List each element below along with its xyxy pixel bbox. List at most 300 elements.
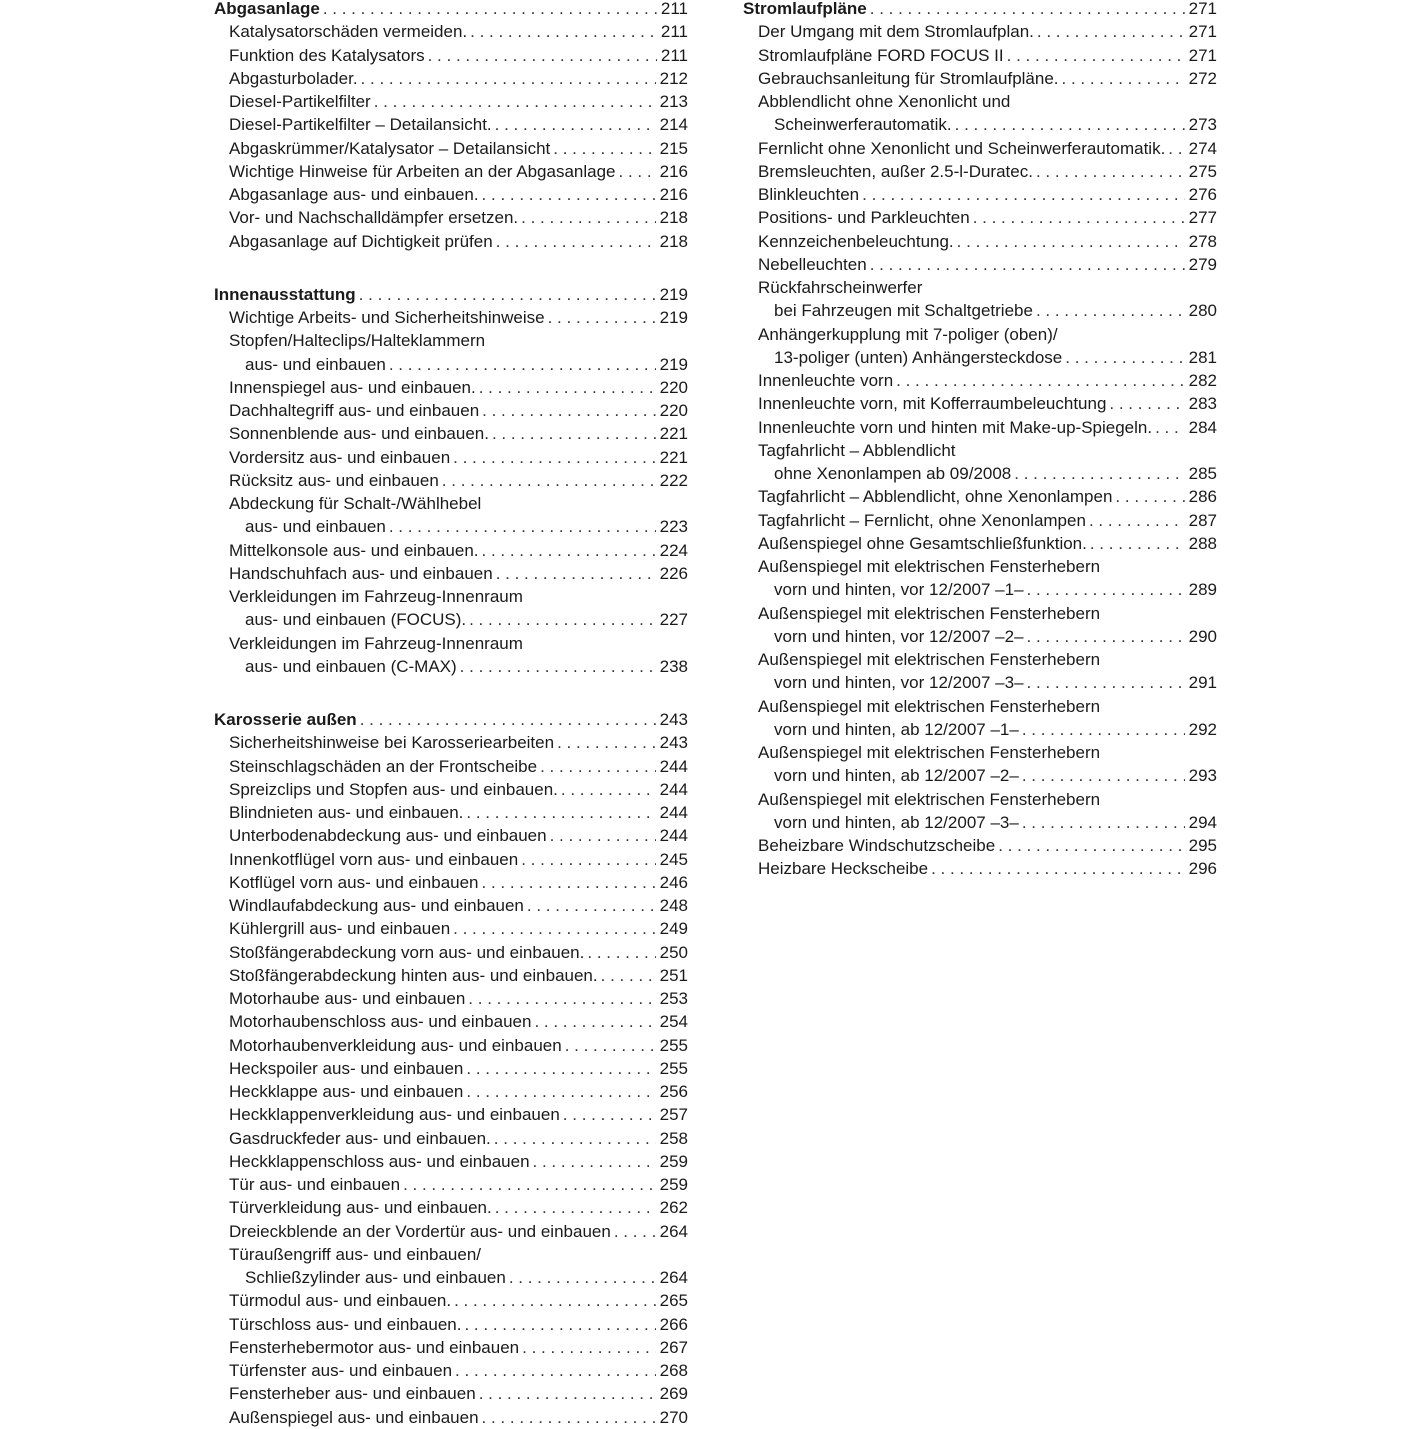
toc-entry-text: Stopfen/Halteclips/Halteklammern (229, 331, 486, 351)
toc-entry (214, 1080, 688, 1103)
toc-entry-page-number: 265 (659, 1291, 688, 1311)
toc-entry-text: Rücksitz aus- und einbauen (229, 470, 439, 490)
leader-dots (509, 1266, 656, 1289)
toc-entry-text: Außenspiegel mit elektrischen Fensterhebern (758, 696, 1101, 716)
leader-dots (359, 283, 656, 306)
toc-entry-page-number: 255 (659, 1058, 688, 1078)
leader-dots (482, 183, 656, 206)
section-heading (214, 283, 688, 306)
toc-entry-text: Außenspiegel mit elektrischen Fensterhebern (758, 603, 1101, 623)
leader-dots (540, 755, 656, 778)
toc-entry-text: Heckklappenschloss aus- und einbauen (229, 1151, 530, 1171)
toc-entry-continuation-text: ohne Xenonlampen ab 09/2008 (774, 464, 1012, 483)
toc-entry-page-number: 248 (659, 896, 688, 915)
toc-entry-text: Gebrauchsanleitung für Stromlaufpläne. (758, 68, 1059, 88)
toc-entry-continuation (214, 1266, 688, 1289)
toc-entry-page-number: 211 (660, 22, 688, 42)
toc-entry-page-number: 278 (1188, 231, 1217, 251)
toc-entry-text: Sonnenblende aus- und einbauen. (229, 424, 489, 444)
leader-dots (522, 1336, 655, 1359)
toc-entry-text: Der Umgang mit dem Stromlaufplan. (758, 22, 1034, 42)
toc-entry (743, 555, 1217, 578)
toc-entry-page-number: 296 (1188, 859, 1217, 879)
leader-dots (1027, 671, 1185, 694)
toc-entry-text: Kühlergrill aus- und einbauen (229, 919, 451, 939)
section-heading-text: Innenausstattung (214, 284, 356, 304)
toc-entry-text: Türaußengriff aus- und einbauen/ (229, 1244, 482, 1264)
toc-entry (214, 801, 688, 824)
toc-entry-page-number: 287 (1188, 510, 1217, 530)
leader-dots (469, 608, 656, 631)
toc-entry-text: Vor- und Nachschalldämpfer ersetzen. (229, 208, 519, 228)
leader-dots (548, 306, 656, 329)
toc-entry-text: Außenspiegel ohne Gesamtschließfunktion. (758, 533, 1087, 553)
toc-entry (214, 1173, 688, 1196)
toc-entry-text: Heizbare Heckscheibe (758, 859, 929, 879)
toc-entry-text: Außenspiegel aus- und einbauen (229, 1407, 479, 1427)
toc-entry (214, 987, 688, 1010)
toc-section (214, 708, 688, 1429)
toc-entry-continuation (743, 671, 1217, 694)
toc-entry-page-number: 243 (659, 733, 688, 753)
toc-entry-continuation (743, 718, 1217, 741)
toc-entry (214, 306, 688, 329)
toc-entry-continuation-page-number: 280 (1188, 301, 1217, 321)
toc-entry-continuation-page-number: 289 (1188, 580, 1217, 600)
leader-dots (1027, 578, 1185, 601)
leader-dots (479, 376, 656, 399)
section-heading-page-number: 243 (659, 710, 688, 729)
section-heading (743, 0, 1217, 20)
toc-entry-continuation-page-number: 292 (1188, 719, 1217, 739)
leader-dots (533, 1150, 656, 1173)
toc-entry-text: Abdeckung für Schalt-/Wählhebel (229, 494, 482, 513)
toc-entry-text: Fernlicht ohne Xenonlicht und Scheinwerferautomatik. (758, 138, 1166, 158)
toc-entry (214, 1196, 688, 1219)
section-heading-text: Karosserie außen (214, 710, 357, 729)
toc-entry (214, 230, 688, 253)
toc-entry-text: Türmodul aus- und einbauen. (229, 1291, 452, 1311)
leader-dots (470, 20, 657, 43)
toc-entry (214, 848, 688, 871)
toc-left-column (214, 0, 688, 1429)
toc-entry (214, 90, 688, 113)
toc-entry (214, 446, 688, 469)
toc-entry-page-number: 295 (1188, 836, 1217, 855)
toc-entry-continuation (743, 811, 1217, 834)
leader-dots (619, 160, 656, 183)
toc-entry (214, 20, 688, 43)
toc-entry-text: Türfenster aus- und einbauen (229, 1361, 453, 1380)
leader-dots (494, 1127, 656, 1150)
toc-entry-continuation-text: vorn und hinten, vor 12/2007 –3– (774, 673, 1024, 693)
toc-entry (743, 253, 1217, 276)
leader-dots (496, 562, 656, 585)
toc-entry-page-number: 211 (660, 45, 688, 65)
leader-dots (482, 399, 655, 422)
leader-dots (1022, 764, 1185, 787)
leader-dots (464, 1313, 655, 1336)
toc-entry-continuation (743, 299, 1217, 322)
toc-section (743, 0, 1217, 881)
toc-entry-page-number: 220 (659, 401, 688, 420)
toc-entry (214, 183, 688, 206)
toc-entry (743, 160, 1217, 183)
leader-dots (565, 1034, 656, 1057)
leader-dots (1022, 811, 1185, 834)
leader-dots (453, 917, 655, 940)
leader-dots (550, 824, 656, 847)
leader-dots (601, 964, 656, 987)
toc-entry-text: Wichtige Arbeits- und Sicherheitshinweise (229, 308, 545, 327)
leader-dots (1007, 44, 1185, 67)
toc-entry (214, 1220, 688, 1243)
toc-entry-page-number: 286 (1188, 487, 1217, 507)
leader-dots (521, 848, 655, 871)
toc-entry-page-number: 257 (659, 1105, 688, 1125)
toc-entry-page-number: 221 (659, 447, 688, 467)
toc-entry-page-number: 258 (659, 1128, 688, 1148)
leader-dots (931, 857, 1185, 880)
toc-entry (214, 941, 688, 964)
toc-entry-page-number: 249 (659, 919, 688, 939)
leader-dots (495, 113, 656, 136)
toc-entry-text: Stoßfängerabdeckung vorn aus- und einbauen. (229, 942, 585, 962)
toc-entry-continuation-text: vorn und hinten, ab 12/2007 –1– (774, 719, 1019, 739)
toc-entry (743, 509, 1217, 532)
toc-entry (214, 44, 688, 67)
toc-entry-page-number: 279 (1188, 254, 1217, 274)
toc-entry (743, 788, 1217, 811)
toc-entry-page-number: 244 (659, 779, 688, 799)
toc-entry-continuation (743, 346, 1217, 369)
toc-entry-text: Rückfahrscheinwerfer (758, 278, 923, 297)
toc-entry (743, 439, 1217, 462)
toc-entry-text: Tagfahrlicht – Abblendlicht, ohne Xenonlampen (758, 487, 1113, 507)
toc-entry-page-number: 269 (659, 1384, 688, 1404)
leader-dots (973, 206, 1185, 229)
toc-entry-page-number: 259 (659, 1151, 688, 1171)
toc-entry (214, 964, 688, 987)
leader-dots (482, 871, 656, 894)
toc-entry (743, 369, 1217, 392)
toc-entry-text: Außenspiegel mit elektrischen Fensterhebern (758, 557, 1101, 576)
toc-entry (743, 416, 1217, 439)
section-heading-page-number: 219 (659, 284, 688, 304)
toc-entry-text: Innenkotflügel vorn aus- und einbauen (229, 849, 519, 869)
leader-dots (453, 446, 655, 469)
toc-entry-continuation-text: vorn und hinten, vor 12/2007 –2– (774, 626, 1024, 646)
toc-entry-text: Mittelkonsole aus- und einbauen. (229, 540, 479, 560)
toc-entry-page-number: 216 (659, 185, 688, 204)
toc-entry-text: Dachhaltegriff aus- und einbauen (229, 401, 480, 420)
leader-dots (998, 834, 1184, 857)
toc-entry-page-number: 271 (1188, 45, 1217, 65)
leader-dots (495, 1196, 656, 1219)
toc-entry-text: Heckspoiler aus- und einbauen (229, 1058, 464, 1078)
leader-dots (534, 1010, 655, 1033)
toc-entry-page-number: 216 (659, 161, 688, 181)
toc-entry-continuation-page-number: 293 (1188, 766, 1217, 786)
toc-entry-continuation-text: aus- und einbauen (C-MAX) (245, 656, 457, 676)
toc-entry (743, 276, 1217, 299)
toc-entry-text: Beheizbare Windschutzscheibe (758, 836, 996, 855)
leader-dots (957, 230, 1185, 253)
toc-entry-page-number: 251 (659, 965, 688, 985)
toc-entry (743, 206, 1217, 229)
toc-entry-page-number: 262 (659, 1198, 688, 1218)
toc-entry-page-number: 218 (659, 231, 688, 251)
toc-entry-text: Abgasturbolader. (229, 68, 358, 88)
toc-entry (743, 323, 1217, 346)
toc-entry (743, 90, 1217, 113)
toc-entry-continuation-text: vorn und hinten, ab 12/2007 –2– (774, 766, 1019, 786)
toc-entry-text: Windlaufabdeckung aus- und einbauen (229, 896, 524, 915)
toc-entry-text: Abgaskrümmer/Katalysator – Detailansicht (229, 138, 551, 158)
toc-entry-continuation-page-number: 264 (659, 1268, 688, 1287)
toc-right-column (743, 0, 1217, 881)
section-heading (214, 708, 688, 731)
toc-entry-text: Vordersitz aus- und einbauen (229, 447, 451, 467)
toc-entry-continuation (743, 625, 1217, 648)
toc-entry-page-number: 256 (659, 1082, 688, 1101)
section-heading-page-number: 211 (660, 0, 688, 18)
toc-entry-text: Außenspiegel mit elektrischen Fensterhebern (758, 743, 1101, 762)
toc-entry-page-number: 288 (1188, 533, 1217, 553)
leader-dots (1027, 625, 1185, 648)
leader-dots (870, 253, 1185, 276)
leader-dots (1090, 532, 1185, 555)
leader-dots (460, 655, 656, 678)
toc-entry (743, 695, 1217, 718)
leader-dots (1022, 718, 1185, 741)
toc-entry-text: Innenleuchte vorn (758, 371, 894, 390)
toc-entry (214, 422, 688, 445)
toc-entry (214, 469, 688, 492)
toc-entry (214, 562, 688, 585)
leader-dots (563, 1103, 656, 1126)
toc-entry-page-number: 244 (659, 803, 688, 822)
toc-entry-continuation-page-number: 227 (659, 610, 688, 630)
toc-entry-page-number: 246 (659, 872, 688, 892)
leader-dots (1115, 485, 1184, 508)
toc-entry (214, 1382, 688, 1405)
toc-entry (743, 230, 1217, 253)
toc-entry-continuation (743, 764, 1217, 787)
toc-entry-continuation (743, 578, 1217, 601)
leader-dots (389, 515, 656, 538)
toc-entry-text: Heckklappe aus- und einbauen (229, 1082, 464, 1101)
leader-dots (496, 230, 656, 253)
toc-entry (743, 532, 1217, 555)
toc-entry-text: Motorhaube aus- und einbauen (229, 989, 466, 1008)
toc-entry-text: Steinschlagschäden an der Frontscheibe (229, 756, 538, 776)
toc-entry (743, 67, 1217, 90)
leader-dots (454, 1289, 656, 1312)
toc-entry-text: Innenleuchte vorn, mit Kofferraumbeleuchtung (758, 394, 1107, 414)
toc-entry-text: Türverkleidung aus- und einbauen. (229, 1198, 492, 1218)
toc-entry-page-number: 254 (659, 1012, 688, 1032)
toc-entry-continuation (214, 515, 688, 538)
toc-entry (743, 834, 1217, 857)
toc-entry-page-number: 245 (659, 849, 688, 869)
toc-entry (214, 1010, 688, 1033)
toc-entry-continuation-page-number: 273 (1188, 115, 1217, 135)
toc-entry-text: Tagfahrlicht – Fernlicht, ohne Xenonlampen (758, 510, 1086, 530)
leader-dots (1014, 462, 1184, 485)
toc-entry-text: Kotflügel vorn aus- und einbauen (229, 872, 479, 892)
toc-entry-text: Fensterheber aus- und einbauen (229, 1384, 476, 1404)
section-heading (214, 0, 688, 20)
toc-entry-text: Sicherheitshinweise bei Karosseriearbeiten (229, 733, 555, 753)
toc-entry-page-number: 272 (1188, 68, 1217, 88)
toc-entry-continuation-page-number: 285 (1188, 464, 1217, 483)
leader-dots (1062, 67, 1185, 90)
toc-entry-text: Innenleuchte vorn und hinten mit Make-up-Spiegeln. (758, 417, 1153, 437)
toc-entry-continuation (743, 113, 1217, 136)
toc-entry (214, 492, 688, 515)
leader-dots (428, 44, 657, 67)
toc-entry-page-number: 274 (1188, 138, 1217, 158)
leader-dots (492, 422, 656, 445)
toc-entry (214, 1127, 688, 1150)
toc-entry (214, 824, 688, 847)
toc-entry-continuation (743, 462, 1217, 485)
toc-entry-page-number: 226 (659, 563, 688, 583)
toc-entry (743, 183, 1217, 206)
toc-entry (214, 1359, 688, 1382)
leader-dots (468, 987, 655, 1010)
toc-entry (214, 1313, 688, 1336)
toc-entry (214, 1289, 688, 1312)
toc-entry (214, 1406, 688, 1429)
leader-dots (482, 539, 656, 562)
leader-dots (614, 1220, 656, 1243)
leader-dots (466, 1057, 655, 1080)
leader-dots (561, 778, 656, 801)
toc-entry-page-number: 212 (659, 68, 688, 88)
leader-dots (521, 206, 655, 229)
toc-entry-text: Motorhaubenschloss aus- und einbauen (229, 1012, 532, 1032)
leader-dots (389, 353, 656, 376)
toc-entry (214, 585, 688, 608)
toc-entry-text: Wichtige Hinweise für Arbeiten an der Abgasanlage (229, 161, 616, 181)
toc-entry (214, 1150, 688, 1173)
toc-entry (214, 329, 688, 352)
leader-dots (1155, 416, 1185, 439)
toc-entry (214, 1034, 688, 1057)
toc-entry-continuation-page-number: 291 (1188, 673, 1217, 693)
toc-entry (214, 755, 688, 778)
toc-entry-text: Blindnieten aus- und einbauen. (229, 803, 464, 822)
leader-dots (466, 1080, 655, 1103)
toc-entry-text: Funktion des Katalysators (229, 45, 425, 65)
leader-dots (360, 708, 656, 731)
toc-entry (743, 485, 1217, 508)
toc-entry-continuation-page-number: 223 (659, 517, 688, 537)
toc-entry-text: Tagfahrlicht – Abblendlicht (758, 440, 956, 460)
leader-dots (587, 941, 655, 964)
toc-entry-text: Heckklappenverkleidung aus- und einbauen (229, 1105, 560, 1125)
toc-entry (214, 160, 688, 183)
toc-entry-text: Außenspiegel mit elektrischen Fensterhebern (758, 789, 1101, 809)
leader-dots (1037, 20, 1185, 43)
toc-entry-text: Außenspiegel mit elektrischen Fensterhebern (758, 650, 1101, 669)
leader-dots (1036, 160, 1185, 183)
toc-entry-continuation-text: Schließzylinder aus- und einbauen (245, 1268, 506, 1287)
toc-entry-page-number: 275 (1188, 161, 1217, 181)
toc-entry-page-number: 283 (1188, 394, 1217, 414)
leader-dots (557, 731, 656, 754)
toc-entry (214, 1336, 688, 1359)
toc-entry-continuation-text: aus- und einbauen (245, 517, 386, 537)
toc-entry-text: Motorhaubenverkleidung aus- und einbauen (229, 1035, 562, 1055)
toc-entry-page-number: 255 (659, 1035, 688, 1055)
toc-entry-text: Handschuhfach aus- und einbauen (229, 563, 493, 583)
toc-entry-page-number: 224 (659, 540, 688, 560)
toc-entry (743, 20, 1217, 43)
toc-entry (214, 1103, 688, 1126)
toc-entry-text: Türschloss aus- und einbauen. (229, 1314, 462, 1334)
toc-entry-text: Verkleidungen im Fahrzeug-Innenraum (229, 587, 523, 606)
toc-entry (214, 67, 688, 90)
toc-entry-text: Tür aus- und einbauen (229, 1175, 401, 1194)
toc-entry-text: Fensterhebermotor aus- und einbauen (229, 1337, 520, 1357)
toc-entry (214, 113, 688, 136)
toc-section (214, 0, 688, 253)
leader-dots (1065, 346, 1184, 369)
toc-entry-text: Unterbodenabdeckung aus- und einbauen (229, 826, 547, 846)
toc-entry-page-number: 213 (659, 92, 688, 111)
toc-entry-continuation-text: aus- und einbauen (FOCUS). (245, 610, 467, 630)
toc-entry (214, 206, 688, 229)
toc-entry-page-number: 271 (1188, 22, 1217, 42)
toc-entry-page-number: 221 (659, 424, 688, 444)
leader-dots (374, 90, 656, 113)
toc-entry (214, 731, 688, 754)
toc-entry (214, 539, 688, 562)
toc-entry-page-number: 264 (659, 1221, 688, 1241)
leader-dots (870, 0, 1185, 20)
toc-entry-continuation-page-number: 281 (1188, 347, 1217, 367)
toc-entry-page-number: 284 (1188, 417, 1217, 437)
toc-entry-text: Abblendlicht ohne Xenonlicht und (758, 92, 1011, 111)
toc-entry-continuation-text: 13-poliger (unten) Anhängersteckdose (774, 347, 1063, 367)
leader-dots (896, 369, 1184, 392)
toc-entry-continuation (214, 353, 688, 376)
toc-entry-text: Kennzeichenbeleuchtung. (758, 231, 954, 251)
toc-entry-continuation-page-number: 238 (659, 656, 688, 676)
toc-entry (743, 602, 1217, 625)
toc-entry (743, 44, 1217, 67)
toc-entry-page-number: 218 (659, 208, 688, 228)
toc-entry-text: Dreieckblende an der Vordertür aus- und einbauen (229, 1221, 611, 1241)
toc-entry-page-number: 219 (659, 308, 688, 327)
leader-dots (466, 801, 655, 824)
section-heading-text: Abgasanlage (214, 0, 320, 18)
toc-entry (214, 917, 688, 940)
leader-dots (1168, 137, 1184, 160)
leader-dots (862, 183, 1185, 206)
toc-entry (743, 857, 1217, 880)
toc-entry-continuation (214, 608, 688, 631)
toc-entry-text: Diesel-Partikelfilter – Detailansicht. (229, 115, 492, 135)
toc-entry-page-number: 250 (659, 942, 688, 962)
leader-dots (361, 67, 656, 90)
toc-entry-text: Anhängerkupplung mit 7-poliger (oben)/ (758, 324, 1058, 344)
toc-entry-continuation-text: Scheinwerferautomatik. (774, 115, 952, 135)
toc-entry-page-number: 244 (659, 756, 688, 776)
